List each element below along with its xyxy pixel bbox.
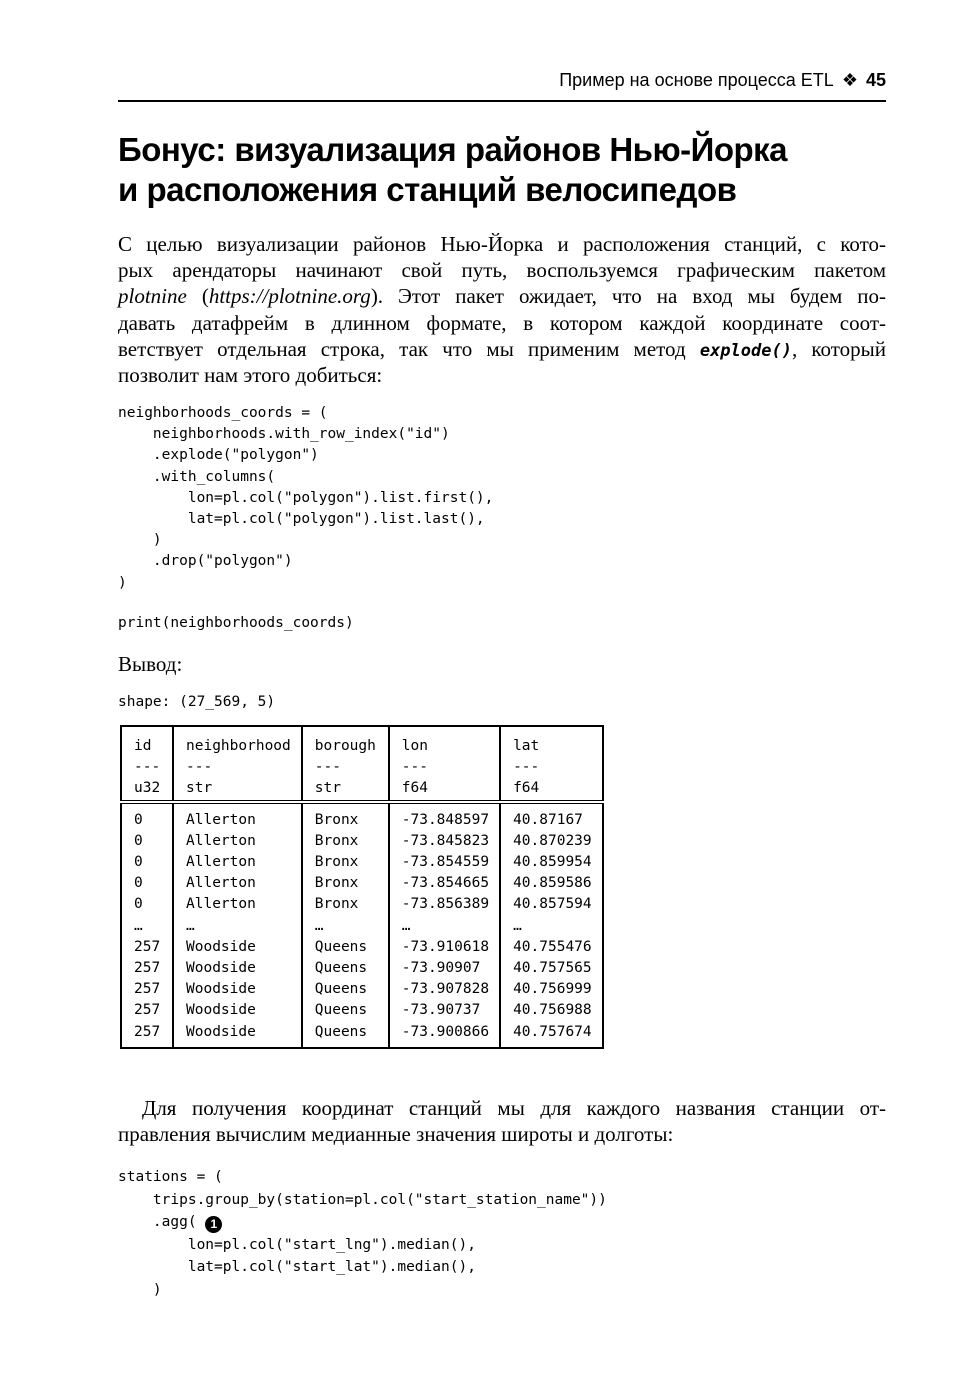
table-cell: Woodside: [173, 1000, 302, 1021]
table-cell: Woodside: [173, 1022, 302, 1043]
dtype-cell: str: [302, 778, 389, 801]
table-cell: 40.870239: [500, 831, 603, 852]
table-cell: 257: [121, 958, 173, 979]
table-cell: 257: [121, 937, 173, 958]
table-cell: [302, 726, 389, 736]
column-header-neighborhood: neighborhood: [173, 736, 302, 757]
table-cell: Bronx: [302, 894, 389, 915]
table-row-ellipsis: [121, 916, 603, 937]
table-cell: [173, 802, 302, 810]
table-cell: 0: [121, 873, 173, 894]
table-cell: [500, 1043, 603, 1048]
intro-text: (: [186, 284, 209, 309]
dash-cell: ---: [500, 757, 603, 778]
dash-cell: ---: [389, 757, 500, 778]
table-cell: [389, 726, 500, 736]
dash-cell: ---: [302, 757, 389, 778]
table-cell: -73.848597: [389, 810, 500, 831]
table-cell: Queens: [302, 937, 389, 958]
output-label: [118, 651, 886, 677]
section-title-line-2: и расположения станций велосипедов: [118, 171, 737, 208]
table-cell: 0: [121, 831, 173, 852]
table-cell: …: [500, 916, 603, 937]
table-cell: Bronx: [302, 831, 389, 852]
code-line: .agg(: [118, 1214, 206, 1231]
table-cell: -73.900866: [389, 1022, 500, 1043]
table-cell: [121, 726, 173, 736]
column-header-lat: lat: [500, 736, 603, 757]
table-cell: Bronx: [302, 873, 389, 894]
dataframe-table: [120, 725, 604, 1049]
intro-text: , который: [791, 336, 886, 361]
table-cell: …: [302, 916, 389, 937]
table-cell: Allerton: [173, 852, 302, 873]
section-title: [118, 130, 886, 210]
table-header-row: [121, 736, 603, 757]
running-header: [118, 70, 886, 102]
intro-line-3: [118, 283, 886, 309]
table-cell: -73.907828: [389, 979, 500, 1000]
dash-cell: ---: [121, 757, 173, 778]
table-cell: [173, 726, 302, 736]
table-cell: …: [389, 916, 500, 937]
table-row: [121, 831, 603, 852]
page-number: 45: [865, 70, 886, 90]
table-row: [121, 937, 603, 958]
intro-paragraph: [118, 231, 886, 388]
dtype-cell: f64: [389, 778, 500, 801]
table-cell: -73.845823: [389, 831, 500, 852]
table-cell: [302, 802, 389, 810]
table-cell: [389, 802, 500, 810]
table-cell: 0: [121, 894, 173, 915]
code-line: lon=pl.col("start_lng").median(),: [118, 1236, 476, 1253]
table-dash-row: [121, 757, 603, 778]
table-cell: Bronx: [302, 852, 389, 873]
intro-line-4: давать датафрейм в длинном формате, в котором каждой координате соот-: [118, 310, 886, 335]
stations-line-2: правления вычислим медианные значения широты и долготы:: [118, 1122, 674, 1147]
table-cell: 40.757674: [500, 1022, 603, 1043]
section-title-line-1: Бонус: визуализация районов Нью-Йорка: [118, 131, 788, 168]
table-cell: -73.910618: [389, 937, 500, 958]
intro-line-5: [118, 336, 886, 362]
table-cell: 257: [121, 1000, 173, 1021]
table-cell: 257: [121, 979, 173, 1000]
code-block-stations: [118, 1166, 607, 1302]
code-block-neighborhoods-coords: neighborhoods_coords = ( neighborhoods.with_row_index("id") .explode("polygon") .with_columns( lon=pl.col("polygon").list.first(), lat=pl.col("polygon").list.last(), ) .drop("polygon") ): [118, 405, 494, 591]
table-row: [121, 873, 603, 894]
table-cell: [389, 1043, 500, 1048]
dtype-cell: u32: [121, 778, 173, 801]
table-cell: Queens: [302, 1000, 389, 1021]
table-row: [121, 894, 603, 915]
code-line: ): [118, 1281, 162, 1298]
table-cell: [121, 1043, 173, 1048]
callout-marker: 1: [205, 1216, 222, 1233]
table-cell: Allerton: [173, 873, 302, 894]
table-row: [121, 979, 603, 1000]
table-cell: Woodside: [173, 937, 302, 958]
table-cell: Queens: [302, 1022, 389, 1043]
code-line: trips.group_by(station=pl.col("start_station_name")): [118, 1191, 607, 1208]
code-line: stations = (: [118, 1169, 223, 1185]
fleuron-separator: ❖: [841, 70, 858, 90]
table-header-separator: [121, 802, 603, 810]
table-dtype-row: [121, 778, 603, 801]
table-cell: -73.90737: [389, 1000, 500, 1021]
dataframe-shape: shape: (27_569, 5): [118, 694, 276, 710]
column-header-id: id: [121, 736, 173, 757]
table-cell: 40.87167: [500, 810, 603, 831]
table-row: [121, 1000, 603, 1021]
table-cell: 40.756999: [500, 979, 603, 1000]
table-cell: 40.859586: [500, 873, 603, 894]
intro-line-2: рых арендаторы начинают свой путь, воспользуемся графическим пакетом: [118, 258, 886, 283]
intro-text: ). Этот пакет ожидает, что на вход мы будем по-: [370, 284, 887, 309]
table-cell: -73.854559: [389, 852, 500, 873]
plotnine-name: plotnine: [118, 284, 187, 309]
table-cell: 40.757565: [500, 958, 603, 979]
table-bottom-border: [121, 1043, 603, 1048]
table-cell: Woodside: [173, 979, 302, 1000]
table-cell: [500, 802, 603, 810]
table-cell: Allerton: [173, 810, 302, 831]
table-top-border: [121, 726, 603, 736]
dash-cell: ---: [173, 757, 302, 778]
dtype-cell: f64: [500, 778, 603, 801]
table-cell: 257: [121, 1022, 173, 1043]
table-row: [121, 958, 603, 979]
code-block-print: print(neighborhoods_coords): [118, 615, 354, 631]
output-label-text: Вывод:: [118, 652, 183, 676]
table-cell: 40.857594: [500, 894, 603, 915]
running-title: Пример на основе процесса ETL: [559, 70, 834, 90]
table-row: [121, 1022, 603, 1043]
intro-line-1: С целью визуализации районов Нью-Йорка и расположения станций, с кото-: [118, 232, 886, 256]
table-cell: -73.856389: [389, 894, 500, 915]
table-cell: [500, 726, 603, 736]
plotnine-url: https://plotnine.org: [208, 284, 371, 309]
table-cell: 40.859954: [500, 852, 603, 873]
column-header-borough: borough: [302, 736, 389, 757]
table-cell: 40.756988: [500, 1000, 603, 1021]
intro-line-6: позволит нам этого добиться:: [118, 362, 383, 387]
table-cell: Bronx: [302, 810, 389, 831]
table-row: [121, 810, 603, 831]
table-row: [121, 852, 603, 873]
stations-line-1: Для получения координат станций мы для каждого названия станции от-: [142, 1096, 886, 1120]
table-cell: …: [121, 916, 173, 937]
dtype-cell: str: [173, 778, 302, 801]
table-cell: 40.755476: [500, 937, 603, 958]
table-cell: 0: [121, 810, 173, 831]
explode-method: explode(): [699, 340, 792, 361]
table-cell: [121, 802, 173, 810]
column-header-lon: lon: [389, 736, 500, 757]
table-cell: …: [173, 916, 302, 937]
table-cell: 0: [121, 852, 173, 873]
table-cell: Woodside: [173, 958, 302, 979]
table-cell: -73.90907: [389, 958, 500, 979]
code-line: lat=pl.col("start_lat").median(),: [118, 1259, 476, 1276]
table-cell: [173, 1043, 302, 1048]
table-cell: Allerton: [173, 831, 302, 852]
table-cell: Allerton: [173, 894, 302, 915]
stations-paragraph: [118, 1095, 886, 1147]
table-cell: Queens: [302, 958, 389, 979]
table-cell: [302, 1043, 389, 1048]
table-cell: -73.854665: [389, 873, 500, 894]
intro-text: ветствует отдельная строка, так что мы применим метод: [118, 336, 700, 361]
table-cell: Queens: [302, 979, 389, 1000]
